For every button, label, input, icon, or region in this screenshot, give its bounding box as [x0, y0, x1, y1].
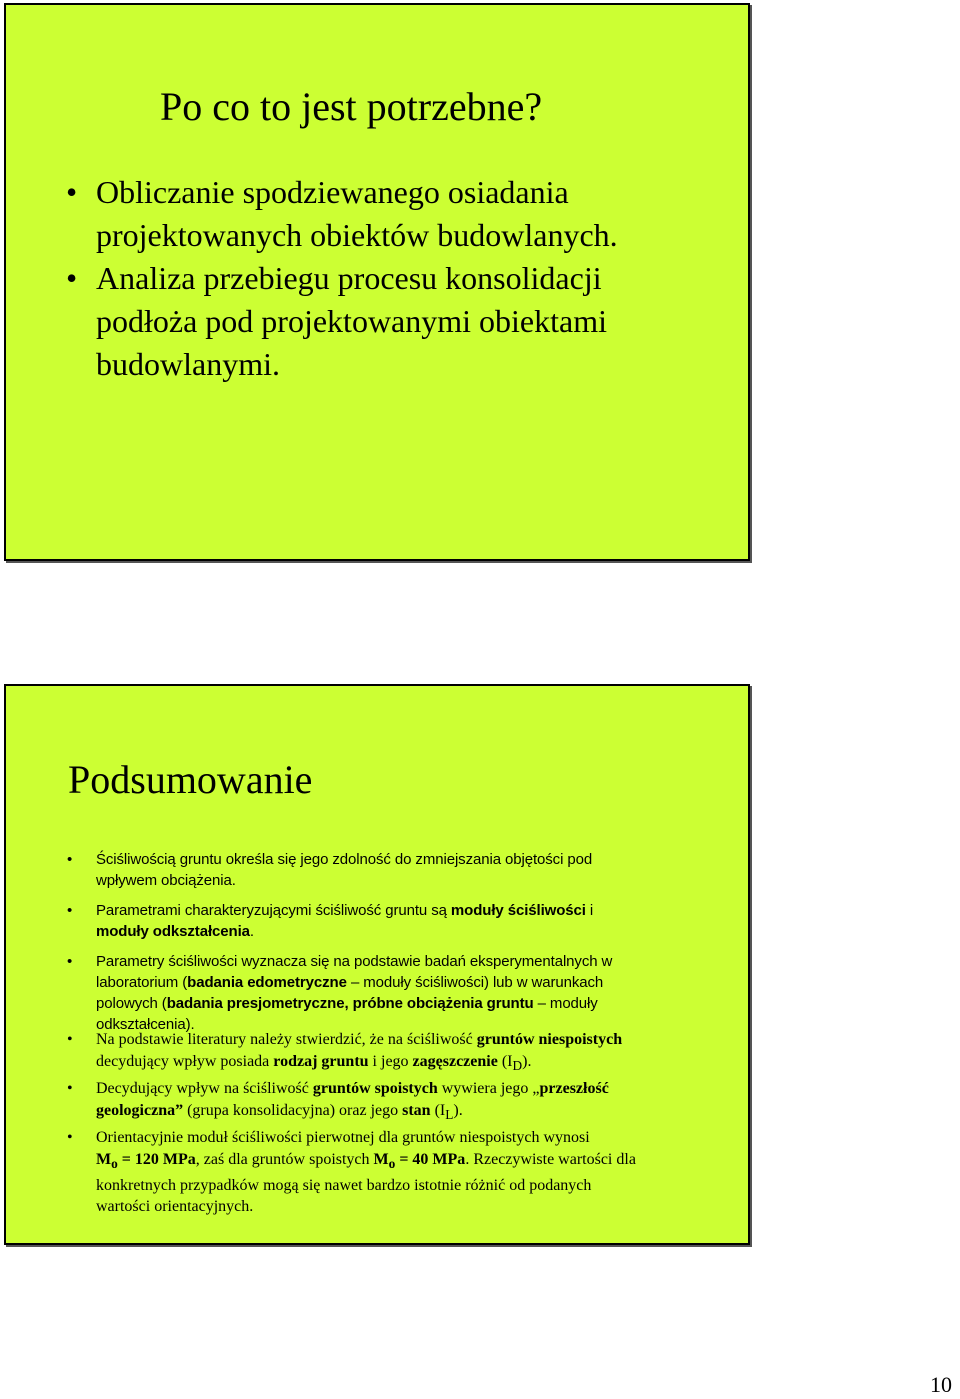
bullet-text: polowych ( — [96, 995, 167, 1012]
bullet-text: , zaś dla gruntów spoistych — [195, 1150, 374, 1168]
subscript: D — [512, 1057, 523, 1073]
bold-term: moduły odkształcenia — [96, 923, 250, 940]
bullet-icon: • — [67, 902, 73, 919]
slide-1 — [4, 3, 750, 561]
bullet-text: decydujący wpływ posiada — [96, 1052, 274, 1070]
bullet-icon: • — [67, 1129, 73, 1147]
bullet-icon: • — [66, 260, 78, 296]
bold-term: gruntów niespoistych — [476, 1031, 623, 1048]
bullet-text: – moduły — [533, 995, 598, 1012]
list-item — [66, 171, 706, 257]
bullet-text: wpływem obciążenia. — [96, 872, 236, 889]
bullet-line: Analiza przebiegu procesu konsolidacji — [96, 260, 602, 296]
bullet-text: i jego — [368, 1052, 413, 1070]
slide-1-bullet-list — [66, 171, 706, 386]
bullet-text: Na podstawie literatury należy stwierdzić, że na ściśliwość — [96, 1031, 477, 1048]
subscript: o — [111, 1156, 118, 1172]
slide-2-serif-bullets — [64, 1029, 744, 1220]
list-item — [64, 1127, 744, 1217]
list-item — [66, 257, 706, 386]
page-number: 10 — [930, 1372, 952, 1397]
bullet-text: wartości orientacyjnych. — [96, 1198, 254, 1216]
bullet-text: Orientacyjnie moduł ściśliwości pierwotnej dla gruntów niespoistych wynosi — [96, 1129, 590, 1147]
slide-2-sans-bullets — [64, 849, 704, 1044]
bullet-text: konkretnych przypadków mogą się nawet bardzo istotnie różnić od podanych — [96, 1176, 592, 1194]
bold-term: stan — [402, 1101, 431, 1119]
bullet-text: – moduły ściśliwości) lub w warunkach — [346, 974, 604, 991]
bold-term: badania presjometryczne, próbne obciążenia gruntu — [166, 995, 534, 1012]
bold-term: zagęszczenie — [412, 1052, 498, 1070]
bullet-text: odkształcenia). — [96, 1016, 195, 1033]
subscript: L — [445, 1106, 454, 1122]
list-item — [64, 1029, 744, 1076]
bullet-text: (I — [430, 1101, 446, 1119]
subscript: o — [388, 1156, 396, 1172]
bullet-line: budowlanymi. — [96, 346, 280, 382]
bullet-line: podłoża pod projektowanymi obiektami — [96, 303, 607, 339]
bullet-text: Parametrami charakteryzującymi ściśliwość gruntu są — [96, 902, 451, 919]
bullet-text: (I — [497, 1052, 513, 1070]
bold-term: = 120 MPa — [117, 1150, 196, 1168]
bullet-text: laboratorium ( — [96, 974, 188, 991]
bold-term: M — [96, 1150, 112, 1168]
bold-term: przeszłość — [539, 1080, 609, 1098]
bullet-line: Obliczanie spodziewanego osiadania — [96, 174, 569, 210]
bullet-text: ). — [453, 1101, 463, 1119]
bullet-text: i — [585, 902, 594, 919]
slide-1-title: Po co to jest potrzebne? — [160, 84, 543, 129]
bullet-text: Ściśliwością gruntu określa się jego zdolność do zmniejszania objętości pod — [96, 851, 593, 868]
list-item — [64, 900, 704, 942]
list-item — [64, 951, 704, 1035]
bullet-icon: • — [67, 1080, 73, 1098]
bullet-text: (grupa konsolidacyjna) oraz jego — [183, 1101, 403, 1119]
bullet-text: Parametry ściśliwości wyznacza się na podstawie badań eksperymentalnych w — [96, 953, 613, 970]
bold-term: M — [373, 1150, 389, 1168]
bold-term: geologiczna” — [96, 1101, 184, 1119]
list-item — [64, 849, 704, 891]
bullet-text: . Rzeczywiste wartości dla — [465, 1150, 636, 1168]
bullet-text: . — [249, 923, 254, 940]
bullet-text: ). — [522, 1052, 532, 1070]
bold-term: moduły ściśliwości — [450, 902, 586, 919]
list-item — [64, 1078, 744, 1125]
bullet-icon: • — [67, 851, 73, 868]
bold-term: badania edometryczne — [187, 974, 347, 991]
bullet-icon: • — [67, 953, 73, 970]
bullet-line: projektowanych obiektów budowlanych. — [96, 217, 618, 253]
bullet-text: Decydujący wpływ na ściśliwość — [96, 1080, 313, 1098]
bullet-text: wywiera jego „ — [437, 1080, 540, 1098]
slide-2 — [4, 684, 750, 1245]
bold-term: rodzaj gruntu — [273, 1052, 369, 1070]
bold-term: = 40 MPa — [395, 1150, 466, 1168]
bullet-icon: • — [67, 1031, 73, 1048]
bullet-icon: • — [66, 174, 78, 210]
bold-term: gruntów spoistych — [312, 1080, 438, 1098]
slide-2-title: Podsumowanie — [68, 757, 313, 802]
